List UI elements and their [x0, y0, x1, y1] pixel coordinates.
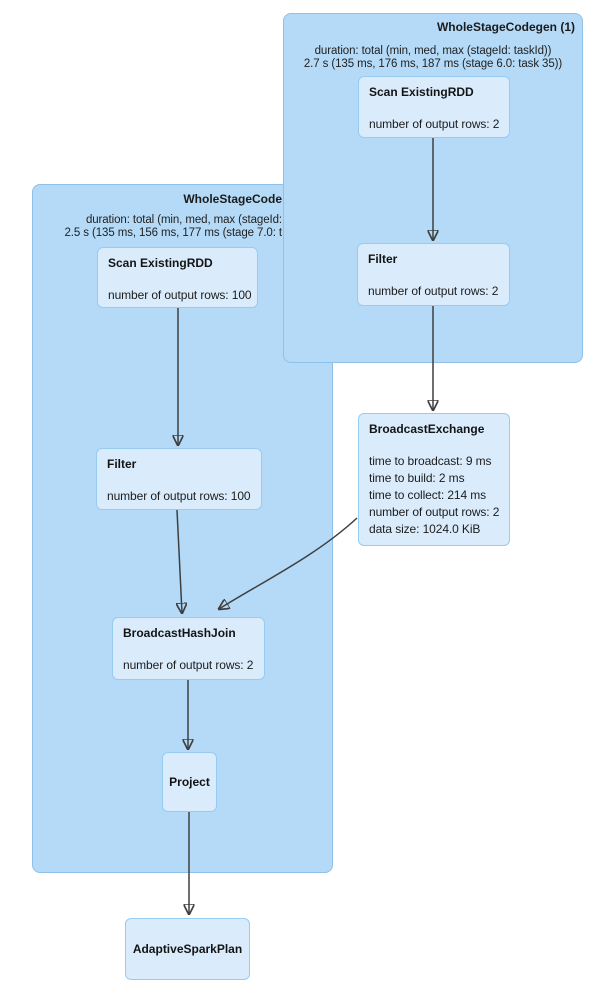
node-title: BroadcastExchange	[369, 422, 485, 436]
metric-output-rows: number of output rows: 2	[369, 117, 500, 131]
metric-output-rows: number of output rows: 100	[107, 489, 251, 503]
node-title: BroadcastHashJoin	[123, 626, 236, 640]
node-metrics	[123, 657, 254, 674]
metric-output-rows: number of output rows: 2	[369, 505, 500, 519]
node-title: Scan ExistingRDD	[108, 256, 213, 270]
cluster-2-duration-line2: 2.5 s (135 ms, 156 ms, 177 ms (stage 7.0: t	[64, 227, 282, 239]
metric-time-to-build: time to build: 2 ms	[369, 471, 465, 485]
node-metrics	[369, 453, 499, 538]
plan-node-adaptivesparkplan[interactable]	[125, 918, 250, 980]
cluster-1-duration-line2: 2.7 s (135 ms, 176 ms, 187 ms (stage 6.0: task 35))	[303, 58, 563, 70]
cluster-2-duration-line1: duration: total (min, med, max (stageId:	[85, 214, 282, 226]
plan-node-filter-stage2[interactable]	[96, 448, 262, 510]
node-metrics	[107, 488, 251, 505]
plan-node-scan-existingrdd-stage2[interactable]	[97, 247, 258, 308]
metric-output-rows: number of output rows: 100	[108, 288, 252, 302]
edge-broadcastexchange-to-broadcasthashjoin	[219, 518, 357, 609]
node-title: AdaptiveSparkPlan	[132, 941, 243, 956]
plan-node-filter-stage1[interactable]	[357, 243, 510, 306]
node-title: Project	[169, 774, 210, 789]
node-metrics	[368, 283, 499, 300]
node-title: Filter	[107, 457, 137, 471]
edge-filter2-to-broadcasthashjoin	[177, 510, 182, 613]
cluster-1-label: WholeStageCodegen (1)	[436, 20, 575, 34]
node-title: Filter	[368, 252, 398, 266]
plan-node-scan-existingrdd-stage1[interactable]	[358, 76, 510, 138]
metric-data-size: data size: 1024.0 KiB	[369, 522, 481, 536]
cluster-2-label: WholeStageCode	[183, 192, 282, 206]
node-title: Scan ExistingRDD	[369, 85, 474, 99]
metric-output-rows: number of output rows: 2	[123, 658, 254, 672]
metric-time-to-collect: time to collect: 214 ms	[369, 488, 487, 502]
metric-time-to-broadcast: time to broadcast: 9 ms	[369, 454, 492, 468]
cluster-1-duration-line1: duration: total (min, med, max (stageId: taskId))	[314, 45, 552, 57]
plan-node-broadcasthashjoin[interactable]	[112, 617, 265, 680]
node-metrics	[369, 116, 499, 133]
node-metrics	[108, 287, 252, 304]
plan-node-broadcastexchange[interactable]	[358, 413, 510, 546]
metric-output-rows: number of output rows: 2	[368, 284, 499, 298]
plan-node-project[interactable]	[162, 752, 217, 812]
